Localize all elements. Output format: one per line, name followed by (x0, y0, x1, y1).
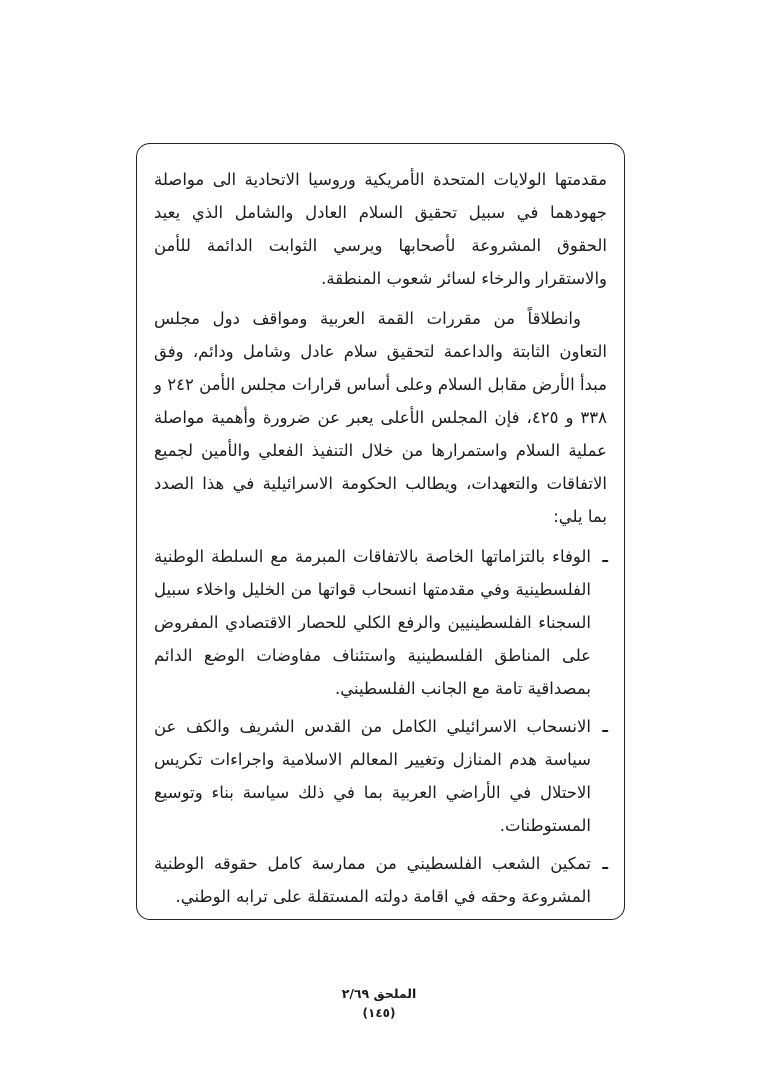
paragraph-continuation: مقدمتها الولايات المتحدة الأمريكية وروسيا الاتحادية الى مواصلة جهودهما في سبيل تحقيق السلام العادل والشامل الذي يعيد الحقوق المشروعة لأصحابها ويرسي الثوابت الدائمة للأمن والاستقرار والرخاء لسائر شعوب المنطقة. (154, 170, 607, 288)
list-item-text: تمكين الشعب الفلسطيني من ممارسة كامل حقوقه الوطنية المشروعة وحقه في اقامة دولته المستقلة على ترابه الوطني. (154, 854, 591, 906)
bullet-dash-icon: ـ (602, 717, 608, 736)
footer-annex-label: الملحق ٢/٦٩ (341, 986, 417, 1001)
paragraph-resolutions: وانطلاقاً من مقررات القمة العربية ومواقف دول مجلس التعاون الثابتة والداعمة لتحقيق سلام عادل وشامل ودائم، وفق مبدأ الأرض مقابل السلام وعلى أساس قرارات مجلس الأمن ٢٤٢ و ٣٣٨ و ٤٢٥، فإن المجلس الأعلى يعبر عن ضرورة وأهمية مواصلة عملية السلام واستمرارها من خلال التنفيذ الفعلي والأمين لجميع الاتفاقات والتعهدات، ويطالب الحكومة الاسرائيلية في هذا الصدد بما يلي: (154, 309, 608, 526)
list-item (154, 710, 607, 842)
list-item-text: الانسحاب الاسرائيلي الكامل من القدس الشريف والكف عن سياسة هدم المنازل وتغيير المعالم الاسلامية واجراءات تكريس الاحتلال في الأراضي العربية بما في ذلك سياسة بناء وتوسيع المستوطنات. (154, 717, 591, 835)
list-item-text: الوفاء بالتزاماتها الخاصة بالاتفاقات المبرمة مع السلطة الوطنية الفلسطينية وفي مقدمتها انسحاب قواتها من الخليل واخلاء سبيل السجناء الفلسطينيين والرفع الكلي للحصار الاقتصادي المفروض على المناطق الفلسطينية واستئناف مفاوضات الوضع الدائم بمصداقية تامة مع الجانب الفلسطيني. (154, 547, 591, 698)
document-body-text (154, 163, 607, 913)
bullet-dash-icon: ـ (602, 547, 608, 566)
list-item (154, 847, 607, 913)
footer-pagination (0, 1006, 758, 1020)
page-border-frame (136, 143, 625, 920)
bullet-dash-icon: ـ (602, 854, 608, 873)
list-item (154, 540, 607, 705)
footer-annex (0, 986, 758, 1001)
footer-page-number: (١٤٥) (362, 1006, 396, 1020)
